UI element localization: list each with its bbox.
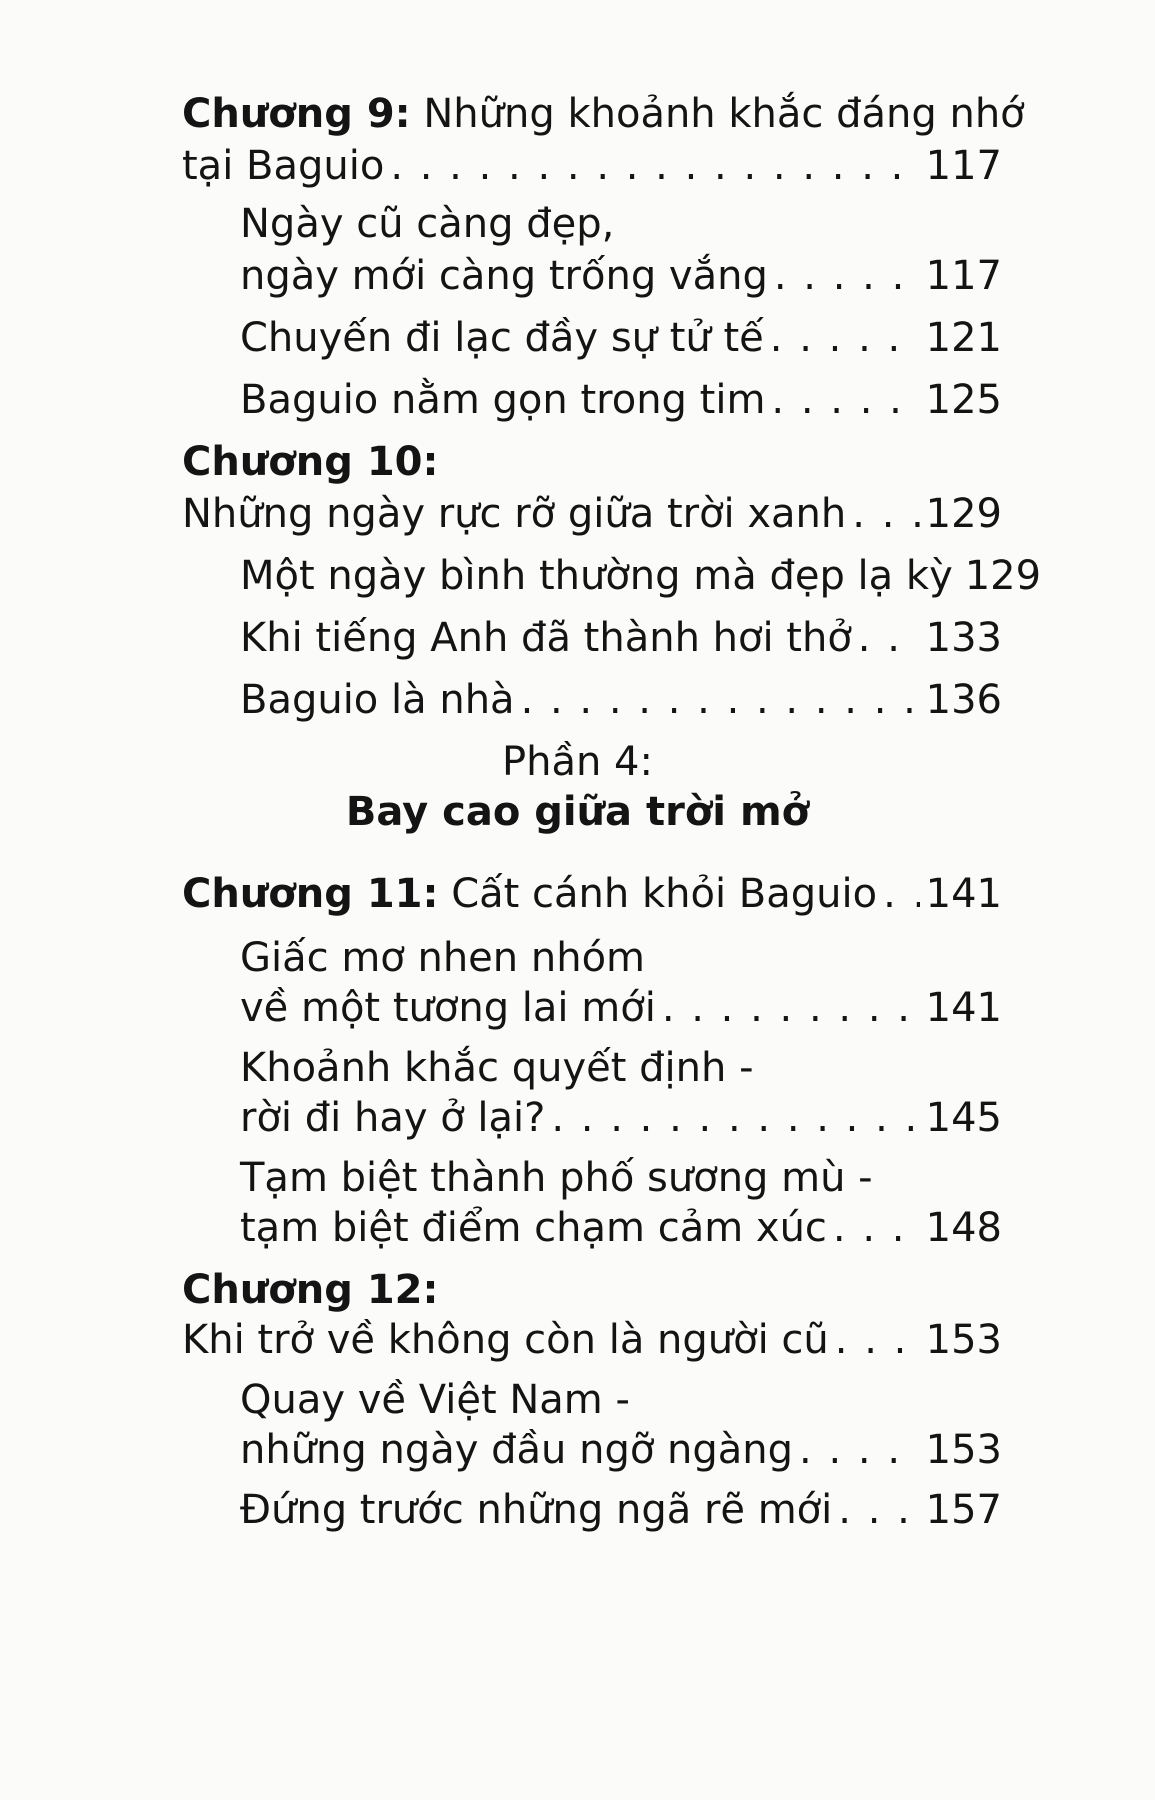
dot-leader — [551, 1090, 919, 1146]
dot-leader — [883, 866, 920, 922]
item-title-line1: Ngày cũ càng đẹp, — [240, 201, 615, 247]
chapter-10-title: Những ngày rực rỡ giữa trời xanh — [182, 491, 847, 537]
toc-item[interactable] — [0, 610, 1155, 666]
dot-leader — [833, 1200, 920, 1256]
item-page: 129 — [964, 553, 1042, 599]
part-4-label: Phần 4: — [502, 739, 653, 785]
chapter-11-label: Chương 11: — [182, 871, 439, 917]
item-title: Baguio nằm gọn trong tim — [240, 377, 766, 423]
item-title-line2: ngày mới càng trống vắng — [240, 253, 768, 299]
item-title-line2: những ngày đầu ngỡ ngàng — [240, 1427, 794, 1473]
chapter-10-page: 129 — [925, 491, 1002, 537]
toc-item[interactable] — [0, 372, 1155, 428]
item-page: 148 — [925, 1205, 1002, 1251]
item-title: Một ngày bình thường mà đẹp lạ kỳ — [240, 553, 953, 599]
chapter-9-label: Chương 9: — [182, 91, 411, 137]
item-page: 117 — [925, 253, 1002, 299]
toc-item-line1 — [0, 1372, 1155, 1428]
item-title: Baguio là nhà — [240, 677, 515, 723]
dot-leader — [774, 248, 920, 304]
chapter-9-title-line1: Những khoảnh khắc đáng nhớ — [423, 91, 1025, 137]
toc-item[interactable] — [0, 672, 1155, 728]
toc-item[interactable] — [0, 980, 1155, 1036]
item-page: 125 — [925, 377, 1002, 423]
chapter-11-page: 141 — [925, 871, 1002, 917]
toc-item-line1 — [0, 196, 1155, 252]
item-title: Khi tiếng Anh đã thành hơi thở — [240, 615, 852, 661]
dot-leader — [838, 1482, 919, 1538]
dot-leader — [521, 672, 920, 728]
chapter-9-entry[interactable] — [0, 138, 1155, 194]
item-title-line1: Khoảnh khắc quyết định - — [240, 1045, 754, 1091]
item-page: 145 — [925, 1095, 1002, 1141]
toc-item[interactable] — [0, 1200, 1155, 1256]
chapter-10-heading — [0, 434, 1155, 490]
dot-leader — [390, 138, 919, 194]
part-4-title: Bay cao giữa trời mở — [345, 789, 810, 835]
item-page: 153 — [925, 1427, 1002, 1473]
chapter-10-label: Chương 10: — [182, 439, 439, 485]
toc-item-line1 — [0, 1150, 1155, 1206]
item-title: Chuyến đi lạc đầy sự tử tế — [240, 315, 764, 361]
dot-leader — [771, 372, 919, 428]
toc-item-line1 — [0, 930, 1155, 986]
item-page: 157 — [925, 1487, 1002, 1533]
item-title-line1: Tạm biệt thành phố sương mù - — [240, 1155, 873, 1201]
dot-leader — [852, 486, 919, 542]
chapter-12-entry[interactable] — [0, 1312, 1155, 1368]
toc-item[interactable] — [0, 248, 1155, 304]
chapter-12-page: 153 — [925, 1317, 1002, 1363]
dot-leader — [858, 610, 920, 666]
item-title-line1: Giấc mơ nhen nhóm — [240, 935, 645, 981]
item-title: Đứng trước những ngã rẽ mới — [240, 1487, 833, 1533]
chapter-11-entry[interactable] — [0, 866, 1155, 922]
chapter-10-entry[interactable] — [0, 486, 1155, 542]
chapter-9-title-line2: tại Baguio — [182, 143, 385, 189]
item-page: 133 — [925, 615, 1002, 661]
chapter-12-heading — [0, 1262, 1155, 1318]
chapter-9-heading — [0, 86, 1155, 142]
chapter-12-title: Khi trở về không còn là người cũ — [182, 1317, 829, 1363]
toc-item[interactable] — [0, 548, 1155, 604]
item-title-line2: về một tương lai mới — [240, 985, 656, 1031]
dot-leader — [770, 310, 920, 366]
item-page: 121 — [925, 315, 1002, 361]
toc-item-line1 — [0, 1040, 1155, 1096]
toc-item[interactable] — [0, 310, 1155, 366]
item-page: 136 — [925, 677, 1002, 723]
toc-item[interactable] — [0, 1090, 1155, 1146]
item-page: 141 — [925, 985, 1002, 1031]
toc-item[interactable] — [0, 1422, 1155, 1478]
item-title-line2: tạm biệt điểm chạm cảm xúc — [240, 1205, 827, 1251]
dot-leader — [835, 1312, 920, 1368]
toc-item[interactable] — [0, 1482, 1155, 1538]
item-title-line1: Quay về Việt Nam - — [240, 1377, 630, 1423]
chapter-9-page: 117 — [925, 143, 1002, 189]
dot-leader — [799, 1422, 920, 1478]
item-title-line2: rời đi hay ở lại? — [240, 1095, 546, 1141]
dot-leader — [662, 980, 920, 1036]
chapter-11-title: Cất cánh khỏi Baguio — [451, 871, 878, 917]
chapter-12-label: Chương 12: — [182, 1267, 439, 1313]
